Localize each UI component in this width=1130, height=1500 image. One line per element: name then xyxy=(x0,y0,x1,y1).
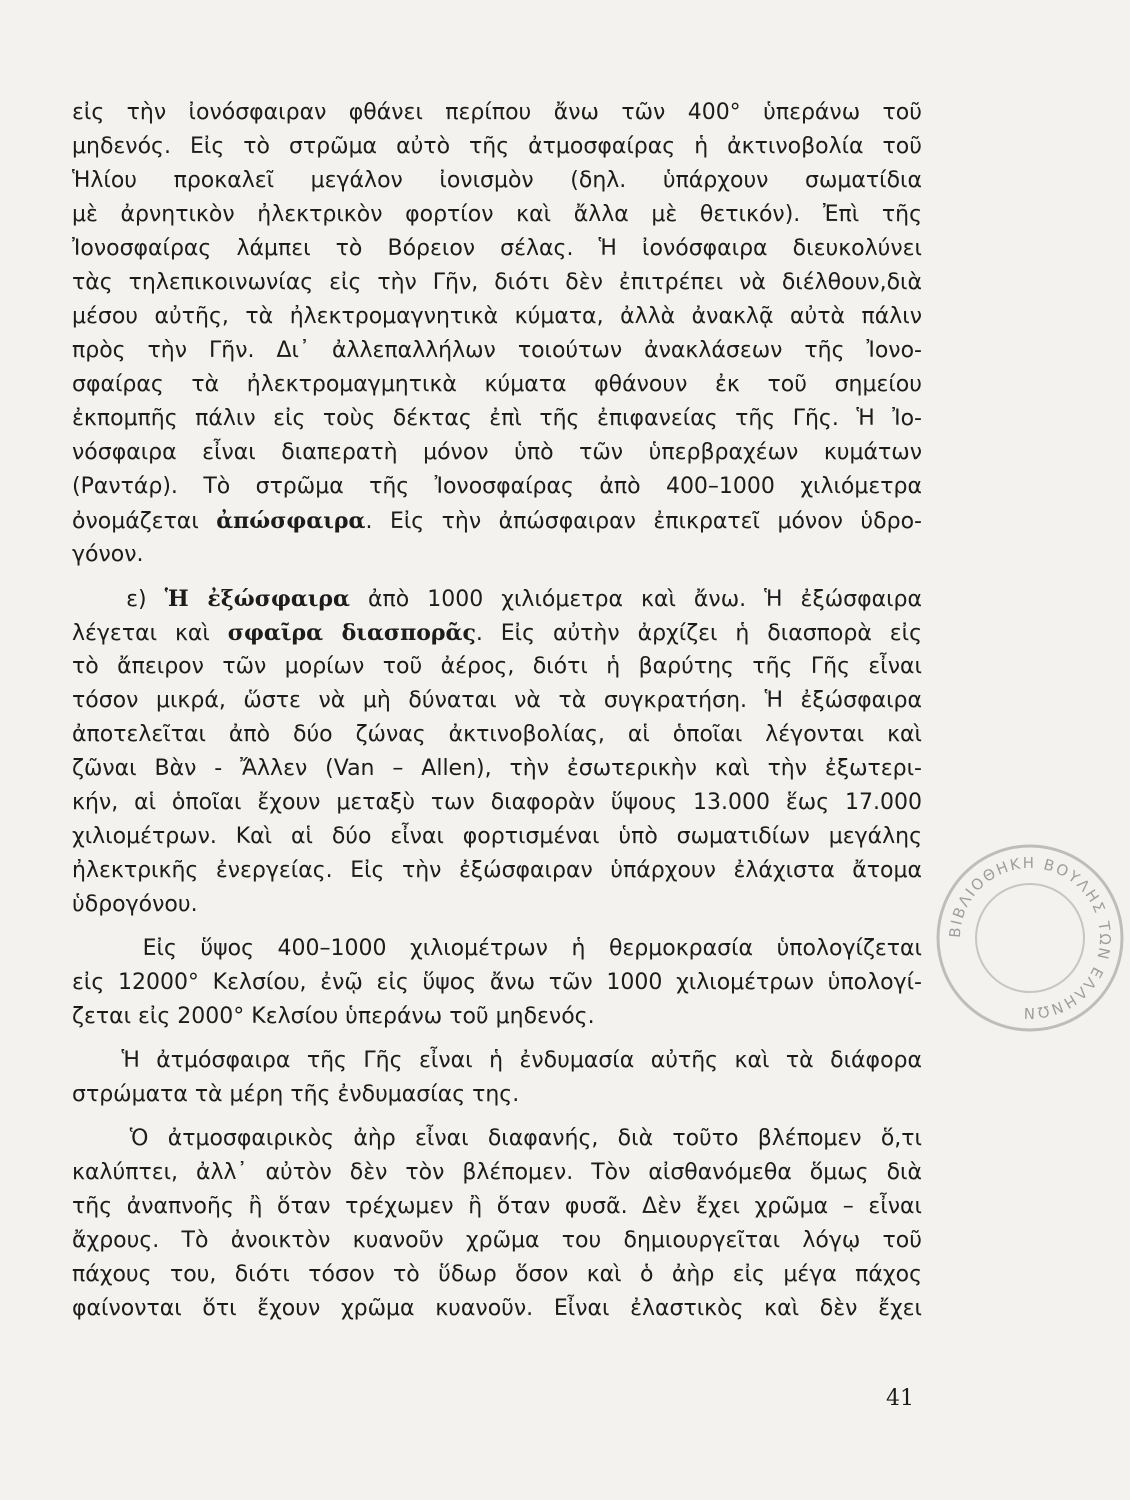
text-run: ἀπὸ 1000 χιλιόμετρα καὶ ἄνω. Ἡ ἐξώσφαιρα xyxy=(350,587,923,612)
text-run: . Εἰς αὐτὴν ἀρχίζει ἡ διασπορὰ εἰς xyxy=(475,621,922,646)
text-line: γόνον. xyxy=(72,542,144,567)
text-line: φαίνονται ὅτι ἔχουν χρῶμα κυανοῦν. Εἶναι ἐλαστικὸς καὶ δὲν ἔχει xyxy=(72,1296,922,1321)
text-line xyxy=(72,504,922,538)
text-line: πάχους του, διότι τόσον τὸ ὕδωρ ὅσον καὶ ὁ ἀὴρ εἰς μέγα πάχος xyxy=(72,1262,922,1287)
text-run: Ὁ ἀτμοσφαιρικὸς ἀὴρ εἶναι διαφανής, διὰ τοῦτο βλέπομεν ὅ,τι xyxy=(129,1126,922,1151)
text-line: (Ραντάρ). Τὸ στρῶμα τῆς Ἰονοσφαίρας ἀπὸ 400–1000 χιλιόμετρα xyxy=(72,474,922,499)
section-heading-line xyxy=(72,582,922,616)
text-run: Ἡ ἀτμόσφαιρα τῆς Γῆς εἶναι ἡ ἐνδυμασία αὐτῆς καὶ τὰ διάφορα xyxy=(121,1048,922,1073)
library-stamp xyxy=(930,838,1115,1038)
text-line: ἐκπομπῆς πάλιν εἰς τοὺς δέκτας ἐπὶ τῆς ἐπιφανείας τῆς Γῆς. Ἡ Ἰο- xyxy=(72,406,922,431)
text-line: τόσον μικρά, ὥστε νὰ μὴ δύναται νὰ τὰ συγκρατήση. Ἡ ἐξώσφαιρα xyxy=(72,688,922,713)
text-line: νόσφαιρα εἶναι διαπερατὴ μόνον ὑπὸ τῶν ὑπερβραχέων κυμάτων xyxy=(72,440,922,465)
text-run: Εἰς ὕψος 400–1000 χιλιομέτρων ἡ θερμοκρασία ὑπολογίζεται xyxy=(142,936,923,961)
paragraph-atmosphere-clothing xyxy=(72,1044,922,1112)
page-text xyxy=(72,96,922,1326)
text-line: Ἰονοσφαίρας λάμπει τὸ Βόρειον σέλας. Ἡ ἰονόσφαιρα διευκολύνει xyxy=(72,236,922,261)
text-line: ὑδρογόνου. xyxy=(72,892,198,917)
text-line xyxy=(72,932,922,966)
term-dispersion-sphere: σφαῖρα διασπορᾶς xyxy=(227,620,476,646)
text-line xyxy=(72,1122,922,1156)
text-line: τὸ ἄπειρον τῶν μορίων τοῦ ἀέρος, διότι ἡ βαρύτης τῆς Γῆς εἶναι xyxy=(72,654,922,679)
text-line: μηδενός. Εἰς τὸ στρῶμα αὐτὸ τῆς ἀτμοσφαίρας ἡ ἀκτινοβολία τοῦ xyxy=(72,134,922,159)
text-line: ἠλεκτρικῆς ἐνεργείας. Εἰς τὴν ἐξώσφαιραν ὑπάρχουν ἐλάχιστα ἄτομα xyxy=(72,858,922,883)
text-run: ὀνομάζεται xyxy=(72,509,217,534)
text-line: σφαίρας τὰ ἠλεκτρομαγμητικὰ κύματα φθάνουν ἐκ τοῦ σημείου xyxy=(72,372,922,397)
text-line: στρώματα τὰ μέρη τῆς ἐνδυμασίας της. xyxy=(72,1082,520,1107)
text-line: μὲ ἀρνητικὸν ἠλεκτρικὸν φορτίον καὶ ἄλλα μὲ θετικόν). Ἐπὶ τῆς xyxy=(72,202,922,227)
text-line: ζεται εἰς 2000° Κελσίου ὑπεράνω τοῦ μηδενός. xyxy=(72,1004,595,1029)
text-line: ἀποτελεῖται ἀπὸ δύο ζώνας ἀκτινοβολίας, αἱ ὁποῖαι λέγονται καὶ xyxy=(72,722,922,747)
text-line: εἰς τὴν ἰονόσφαιραν φθάνει περίπου ἄνω τῶν 400° ὑπεράνω τοῦ xyxy=(72,100,922,125)
stamp-text: ΒΙΒΛΙΟΘΗΚΗ ΒΟΥΛΗΣ ΤΩΝ ΕΛΛΗΝΩΝ xyxy=(945,853,1115,1023)
term-aposphere: ἀπώσφαιρα xyxy=(216,508,366,534)
text-line: χιλιομέτρων. Καὶ αἱ δύο εἶναι φορτισμέναι ὑπὸ σωματιδίων μεγάλης xyxy=(72,824,922,849)
library-stamp-icon xyxy=(930,838,1130,1038)
paragraph-ionosphere xyxy=(72,96,922,572)
text-line xyxy=(72,616,922,650)
text-line: τῆς ἀναπνοῆς ἢ ὅταν τρέχωμεν ἢ ὅταν φυσᾶ. Δὲν ἔχει χρῶμα – εἶναι xyxy=(72,1194,922,1219)
text-line: πρὸς τὴν Γῆν. Δι᾿ ἀλλεπαλλήλων τοιούτων ἀνακλάσεων τῆς Ἰονο- xyxy=(72,338,922,363)
paragraph-temperature xyxy=(72,932,922,1034)
page-number: 41 xyxy=(886,1386,914,1411)
paragraph-air xyxy=(72,1122,922,1326)
text-run: ε) xyxy=(126,587,165,612)
text-line xyxy=(72,1044,922,1078)
text-line: ζῶναι Βὰν - Ἄλλεν (Van – Allen), τὴν ἐσωτερικὴν καὶ τὴν ἐξωτερι- xyxy=(72,756,922,781)
text-line: τὰς τηλεπικοινωνίας εἰς τὴν Γῆν, διότι δὲν ἐπιτρέπει νὰ διέλθουν,διὰ xyxy=(72,270,922,295)
paragraph-exosphere xyxy=(72,582,922,922)
text-line: Ἡλίου προκαλεῖ μεγάλον ἰονισμὸν (δηλ. ὑπάρχουν σωματίδια xyxy=(72,168,922,193)
text-line: ἄχρους. Τὸ ἀνοικτὸν κυανοῦν χρῶμα του δημιουργεῖται λόγῳ τοῦ xyxy=(72,1228,922,1253)
term-exosphere: Ἡ ἐξώσφαιρα xyxy=(164,586,350,612)
text-line: μέσου αὐτῆς, τὰ ἠλεκτρομαγνητικὰ κύματα, ἀλλὰ ἀνακλᾷ αὐτὰ πάλιν xyxy=(72,304,922,329)
text-line: κήν, αἱ ὁποῖαι ἔχουν μεταξὺ των διαφορὰν ὕψους 13.000 ἕως 17.000 xyxy=(72,790,922,815)
text-run: λέγεται καὶ xyxy=(72,621,228,646)
text-line: καλύπτει, ἀλλ᾿ αὐτὸν δὲν τὸν βλέπομεν. Τὸν αἰσθανόμεθα ὅμως διὰ xyxy=(72,1160,922,1185)
text-line: εἰς 12000° Κελσίου, ἐνῷ εἰς ὕψος ἄνω τῶν 1000 χιλιομέτρων ὑπολογί- xyxy=(72,970,922,995)
text-run: . Εἰς τὴν ἀπώσφαιραν ἐπικρατεῖ μόνον ὑδρο- xyxy=(365,509,922,534)
